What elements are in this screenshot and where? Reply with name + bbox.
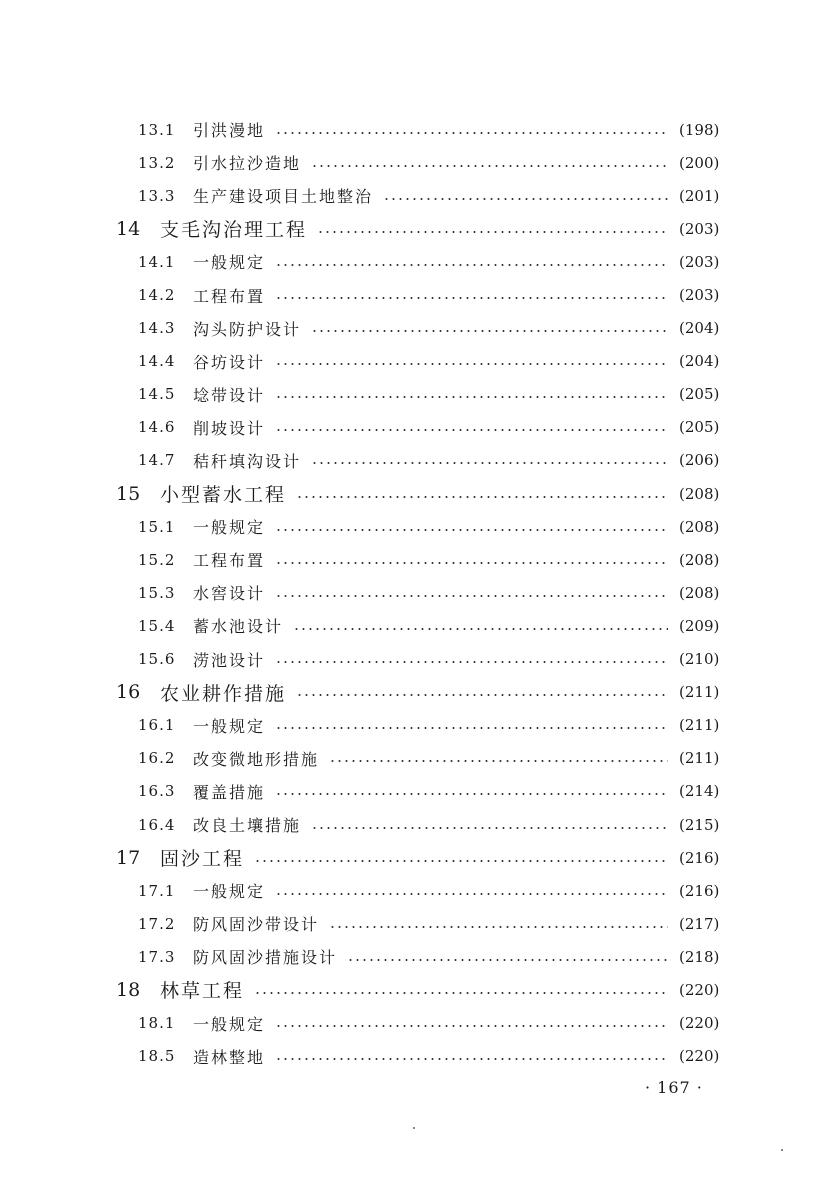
toc-entry-number: 15.4 [138, 616, 176, 635]
dot-leader [254, 992, 668, 994]
toc-entry-number: 15.2 [138, 550, 176, 569]
dot-leader [275, 661, 668, 663]
toc-section-row [0, 113, 827, 146]
toc-entry-page: (220) [679, 1014, 720, 1033]
toc-entry-title: 埝带设计 [193, 385, 266, 405]
toc-entry-page: (211) [679, 749, 720, 768]
dot-leader [275, 429, 668, 431]
toc-entry-number: 18.1 [138, 1014, 176, 1033]
toc-section-row [0, 411, 827, 444]
dot-leader [311, 165, 668, 167]
toc-entry-title: 林草工程 [160, 980, 245, 1003]
toc-entry-number: 14.2 [138, 286, 176, 305]
toc-section-row [0, 312, 827, 345]
toc-chapter-row [0, 212, 827, 245]
toc-chapter-row [0, 676, 827, 709]
dot-leader [275, 1025, 668, 1027]
toc-entry-page: (205) [679, 418, 720, 437]
toc-entry-page: (217) [679, 914, 720, 933]
toc-section-row [0, 576, 827, 609]
toc-entry-title: 改变微地形措施 [193, 749, 320, 769]
toc-section-row [0, 742, 827, 775]
toc-entry-number: 14.1 [138, 252, 176, 271]
toc-entry-title: 工程布置 [193, 551, 266, 571]
toc-entry-number: 17.2 [138, 914, 176, 933]
toc-entry-title: 防风固沙带设计 [193, 915, 320, 935]
dot-leader [275, 562, 668, 564]
toc-entry-number: 17.3 [138, 947, 176, 966]
toc-entry-title: 一般规定 [193, 518, 266, 538]
toc-entry-title: 引洪漫地 [193, 121, 266, 141]
toc-entry-page: (201) [679, 186, 720, 205]
toc-entry-number: 14.6 [138, 418, 176, 437]
toc-entry-title: 秸秆填沟设计 [193, 451, 302, 471]
toc-entry-page: (208) [679, 550, 720, 569]
toc-entry-page: (220) [679, 980, 720, 999]
toc-entry-number: 17.1 [138, 881, 176, 900]
toc-entry-page: (203) [679, 252, 720, 271]
toc-entry-title: 防风固沙措施设计 [193, 948, 338, 968]
toc-entry-number: 15.1 [138, 517, 176, 536]
toc-entry-page: (211) [679, 716, 720, 735]
toc-entry-title: 支毛沟治理工程 [160, 219, 308, 242]
dot-leader [275, 595, 668, 597]
toc-section-row [0, 378, 827, 411]
dot-leader [347, 959, 668, 961]
toc-entry-page: (209) [679, 616, 720, 635]
toc-entry-page: (215) [679, 815, 720, 834]
toc-entry-page: (198) [679, 120, 720, 139]
table-of-contents [0, 113, 827, 1073]
dot-leader [329, 760, 668, 762]
dot-leader [275, 132, 668, 134]
toc-section-row [0, 278, 827, 311]
toc-section-row [0, 510, 827, 543]
toc-section-row [0, 907, 827, 940]
toc-chapter-row [0, 973, 827, 1006]
toc-entry-page: (208) [679, 583, 720, 602]
toc-section-row [0, 775, 827, 808]
toc-entry-number: 16.2 [138, 749, 176, 768]
toc-section-row [0, 808, 827, 841]
toc-entry-number: 13.3 [138, 186, 176, 205]
toc-entry-number: 15.6 [138, 650, 176, 669]
toc-section-row [0, 146, 827, 179]
toc-entry-number: 13.2 [138, 153, 176, 172]
toc-entry-title: 水窖设计 [193, 584, 266, 604]
dot-leader [311, 827, 668, 829]
toc-section-row [0, 345, 827, 378]
dot-leader [275, 363, 668, 365]
dot-leader [311, 330, 668, 332]
toc-section-row [0, 444, 827, 477]
toc-entry-page: (216) [679, 881, 720, 900]
dot-leader [275, 264, 668, 266]
toc-section-row [0, 179, 827, 212]
toc-entry-title: 谷坊设计 [193, 352, 266, 372]
toc-entry-page: (220) [679, 1047, 720, 1066]
toc-entry-page: (216) [679, 848, 720, 867]
toc-entry-title: 一般规定 [193, 716, 266, 736]
toc-entry-title: 一般规定 [193, 253, 266, 273]
toc-entry-title: 一般规定 [193, 1014, 266, 1034]
dot-leader [293, 628, 668, 630]
dot-leader [329, 926, 668, 928]
toc-entry-title: 改良土壤措施 [193, 816, 302, 836]
toc-entry-title: 覆盖措施 [193, 782, 266, 802]
toc-entry-number: 15 [116, 482, 141, 505]
toc-entry-title: 造林整地 [193, 1047, 266, 1067]
toc-entry-number: 14.3 [138, 319, 176, 338]
toc-entry-number: 16.1 [138, 716, 176, 735]
toc-entry-number: 14.4 [138, 352, 176, 371]
dot-leader [275, 1058, 668, 1060]
toc-entry-number: 16.4 [138, 815, 176, 834]
dot-leader [275, 893, 668, 895]
toc-entry-title: 小型蓄水工程 [160, 484, 287, 507]
toc-section-row [0, 1007, 827, 1040]
toc-chapter-row [0, 477, 827, 510]
toc-entry-number: 13.1 [138, 120, 176, 139]
toc-entry-title: 削坡设计 [193, 418, 266, 438]
toc-entry-page: (218) [679, 947, 720, 966]
dot-leader [275, 727, 668, 729]
toc-entry-number: 18.5 [138, 1047, 176, 1066]
toc-section-row [0, 709, 827, 742]
dot-leader [296, 496, 668, 498]
toc-entry-page: (211) [679, 683, 720, 702]
toc-section-row [0, 245, 827, 278]
toc-entry-number: 14.7 [138, 451, 176, 470]
toc-entry-title: 涝池设计 [193, 650, 266, 670]
toc-entry-title: 蓄水池设计 [193, 617, 284, 637]
dot-leader [311, 462, 668, 464]
toc-section-row [0, 643, 827, 676]
dot-leader [275, 793, 668, 795]
scan-speck [413, 1127, 415, 1129]
toc-entry-number: 16 [116, 681, 141, 704]
toc-entry-title: 一般规定 [193, 882, 266, 902]
toc-entry-page: (206) [679, 451, 720, 470]
toc-entry-title: 引水拉沙造地 [193, 154, 302, 174]
toc-section-row [0, 543, 827, 576]
toc-entry-title: 工程布置 [193, 286, 266, 306]
toc-entry-page: (210) [679, 650, 720, 669]
toc-entry-title: 沟头防护设计 [193, 319, 302, 339]
toc-section-row [0, 874, 827, 907]
toc-entry-page: (203) [679, 286, 720, 305]
toc-entry-page: (204) [679, 352, 720, 371]
toc-entry-title: 固沙工程 [160, 848, 245, 871]
toc-entry-page: (205) [679, 385, 720, 404]
toc-entry-number: 15.3 [138, 583, 176, 602]
toc-entry-number: 14 [116, 217, 141, 240]
toc-entry-title: 农业耕作措施 [160, 682, 287, 705]
page-number: · 167 · [645, 1078, 703, 1097]
toc-entry-page: (203) [679, 219, 720, 238]
toc-section-row [0, 1040, 827, 1073]
toc-entry-page: (208) [679, 517, 720, 536]
toc-entry-page: (208) [679, 484, 720, 503]
toc-entry-number: 18 [116, 978, 141, 1001]
toc-entry-number: 17 [116, 846, 141, 869]
toc-section-row [0, 609, 827, 642]
dot-leader [275, 297, 668, 299]
toc-entry-page: (204) [679, 319, 720, 338]
toc-section-row [0, 940, 827, 973]
scan-speck [781, 1149, 783, 1151]
toc-entry-number: 14.5 [138, 385, 176, 404]
dot-leader [254, 860, 668, 862]
toc-chapter-row [0, 841, 827, 874]
toc-entry-page: (200) [679, 153, 720, 172]
toc-entry-page: (214) [679, 782, 720, 801]
dot-leader [275, 529, 668, 531]
dot-leader [275, 396, 668, 398]
dot-leader [317, 231, 668, 233]
dot-leader [383, 198, 668, 200]
toc-entry-title: 生产建设项目土地整治 [193, 187, 374, 207]
dot-leader [296, 694, 668, 696]
toc-entry-number: 16.3 [138, 782, 176, 801]
